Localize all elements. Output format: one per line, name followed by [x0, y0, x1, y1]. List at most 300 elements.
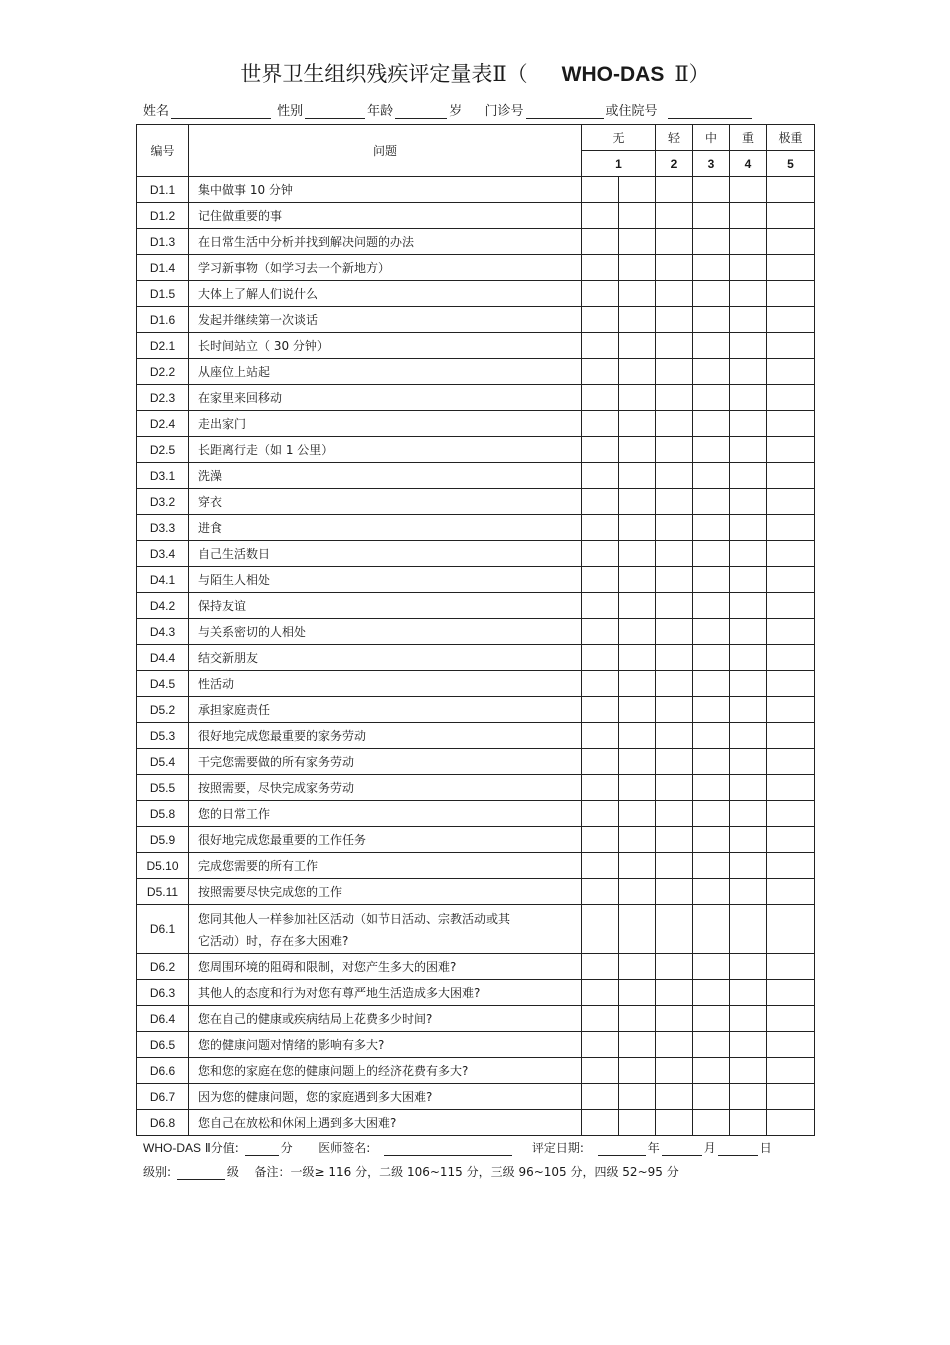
rating-cell[interactable]	[656, 541, 693, 567]
table-row	[137, 723, 815, 749]
rating-cell[interactable]	[619, 827, 656, 853]
rating-cell[interactable]	[582, 333, 619, 359]
item-question-text: 洗澡	[198, 469, 223, 483]
rating-cell[interactable]	[619, 879, 656, 905]
rating-cell[interactable]	[767, 229, 815, 255]
item-question	[189, 1084, 582, 1110]
rating-cell[interactable]	[582, 980, 619, 1006]
rating-cell[interactable]	[582, 203, 619, 229]
rating-cell[interactable]	[619, 437, 656, 463]
date-month-field[interactable]	[662, 1142, 702, 1156]
level-field[interactable]	[177, 1166, 225, 1180]
rating-cell[interactable]	[656, 1032, 693, 1058]
rating-cell[interactable]	[656, 281, 693, 307]
rating-cell[interactable]	[582, 1084, 619, 1110]
rating-cell[interactable]	[693, 954, 730, 980]
rating-cell[interactable]	[730, 671, 767, 697]
rating-cell[interactable]	[619, 229, 656, 255]
rating-cell[interactable]	[619, 385, 656, 411]
rating-cell[interactable]	[693, 905, 730, 954]
rating-cell[interactable]	[767, 593, 815, 619]
rating-cell[interactable]	[656, 307, 693, 333]
header-level-mild: 轻	[656, 125, 693, 151]
header-level-none: 无	[582, 125, 656, 151]
rating-cell[interactable]	[582, 359, 619, 385]
rating-cell[interactable]	[693, 645, 730, 671]
rating-cell[interactable]	[619, 980, 656, 1006]
rating-cell[interactable]	[582, 619, 619, 645]
table-row	[137, 697, 815, 723]
rating-cell[interactable]	[767, 307, 815, 333]
item-code: D1.1	[137, 177, 189, 203]
rating-cell[interactable]	[619, 801, 656, 827]
item-code: D1.5	[137, 281, 189, 307]
item-question	[189, 801, 582, 827]
rating-cell[interactable]	[693, 515, 730, 541]
rating-cell[interactable]	[767, 749, 815, 775]
rating-cell[interactable]	[693, 1032, 730, 1058]
footer-score-line	[143, 1139, 772, 1156]
item-question-text: 您自己在放松和休闲上遇到多大困难?	[198, 1116, 397, 1130]
rating-cell[interactable]	[767, 853, 815, 879]
rating-cell[interactable]	[767, 177, 815, 203]
rating-cell[interactable]	[730, 411, 767, 437]
clinic-label: 门诊号	[484, 104, 524, 119]
rating-cell[interactable]	[582, 827, 619, 853]
age-unit: 岁	[449, 104, 463, 119]
rating-cell[interactable]	[767, 489, 815, 515]
header-number-3: 3	[693, 151, 730, 177]
rating-cell[interactable]	[730, 593, 767, 619]
rating-cell[interactable]	[582, 723, 619, 749]
item-question-text: 您同其他人一样参加社区活动（如节日活动、宗教活动或其	[198, 911, 511, 926]
item-question	[189, 980, 582, 1006]
item-question-text: 干完您需要做的所有家务劳动	[198, 755, 355, 769]
rating-cell[interactable]	[730, 229, 767, 255]
rating-cell[interactable]	[693, 541, 730, 567]
rating-cell[interactable]	[730, 333, 767, 359]
rating-cell[interactable]	[730, 980, 767, 1006]
table-row	[137, 879, 815, 905]
rating-cell[interactable]	[730, 1032, 767, 1058]
item-question	[189, 203, 582, 229]
rating-cell[interactable]	[693, 775, 730, 801]
item-question-text: 发起并继续第一次谈话	[198, 313, 319, 327]
rating-cell[interactable]	[619, 1032, 656, 1058]
rating-cell[interactable]	[656, 1084, 693, 1110]
rating-cell[interactable]	[730, 954, 767, 980]
item-code: D6.7	[137, 1084, 189, 1110]
rating-cell[interactable]	[582, 307, 619, 333]
item-question-text: 很好地完成您最重要的工作任务	[198, 833, 367, 847]
rating-cell[interactable]	[730, 749, 767, 775]
rating-cell[interactable]	[619, 1110, 656, 1136]
item-question-text: 您在自己的健康或疾病结局上花费多少时间?	[198, 1012, 433, 1026]
rating-cell[interactable]	[656, 775, 693, 801]
rating-cell[interactable]	[619, 567, 656, 593]
item-question-text: 走出家门	[198, 417, 247, 431]
rating-cell[interactable]	[730, 281, 767, 307]
rating-cell[interactable]	[582, 593, 619, 619]
item-question	[189, 775, 582, 801]
date-year-field[interactable]	[598, 1142, 646, 1156]
rating-cell[interactable]	[582, 489, 619, 515]
rating-cell[interactable]	[730, 307, 767, 333]
rating-cell[interactable]	[582, 645, 619, 671]
item-question-text: 其他人的态度和行为对您有尊严地生活造成多大困难?	[198, 986, 481, 1000]
rating-cell[interactable]	[656, 489, 693, 515]
rating-cell[interactable]	[656, 723, 693, 749]
table-row	[137, 645, 815, 671]
rating-cell[interactable]	[656, 749, 693, 775]
sex-label: 性别	[277, 104, 304, 119]
rating-cell[interactable]	[767, 879, 815, 905]
rating-cell[interactable]	[619, 723, 656, 749]
rating-cell[interactable]	[656, 853, 693, 879]
rating-cell[interactable]	[619, 463, 656, 489]
item-question	[189, 359, 582, 385]
rating-cell[interactable]	[693, 1110, 730, 1136]
rating-cell[interactable]	[767, 1058, 815, 1084]
month-unit: 月	[703, 1141, 716, 1155]
table-row	[137, 567, 815, 593]
rating-cell[interactable]	[656, 437, 693, 463]
item-question-text: 保持友谊	[198, 599, 247, 613]
rating-cell[interactable]	[619, 853, 656, 879]
rating-cell[interactable]	[619, 307, 656, 333]
doctor-signature-field[interactable]	[384, 1142, 512, 1156]
rating-cell[interactable]	[619, 333, 656, 359]
table-row	[137, 437, 815, 463]
item-question	[189, 645, 582, 671]
rating-cell[interactable]	[767, 827, 815, 853]
rating-cell[interactable]	[656, 1110, 693, 1136]
rating-cell[interactable]	[693, 593, 730, 619]
rating-cell[interactable]	[619, 619, 656, 645]
rating-cell[interactable]	[619, 775, 656, 801]
item-code: D1.2	[137, 203, 189, 229]
rating-cell[interactable]	[693, 229, 730, 255]
item-code: D5.9	[137, 827, 189, 853]
item-code: D3.2	[137, 489, 189, 515]
rating-cell[interactable]	[619, 593, 656, 619]
item-code: D5.4	[137, 749, 189, 775]
rating-cell[interactable]	[767, 905, 815, 954]
rating-cell[interactable]	[656, 879, 693, 905]
item-question-text: 在家里来回移动	[198, 391, 283, 405]
doctor-label: 医师签名:	[318, 1141, 371, 1155]
rating-cell[interactable]	[656, 463, 693, 489]
rating-cell[interactable]	[730, 775, 767, 801]
rating-cell[interactable]	[656, 671, 693, 697]
rating-cell[interactable]	[582, 281, 619, 307]
rating-cell[interactable]	[693, 723, 730, 749]
item-question-text: 进食	[198, 521, 223, 535]
item-question-text: 您周围环境的阻碍和限制，对您产生多大的困难?	[198, 960, 457, 974]
rating-cell[interactable]	[693, 307, 730, 333]
assessment-table	[136, 124, 815, 1136]
rating-cell[interactable]	[693, 697, 730, 723]
rating-cell[interactable]	[730, 1006, 767, 1032]
rating-cell[interactable]	[767, 801, 815, 827]
rating-cell[interactable]	[693, 281, 730, 307]
rating-cell[interactable]	[582, 385, 619, 411]
rating-cell[interactable]	[767, 567, 815, 593]
rating-cell[interactable]	[656, 827, 693, 853]
item-question-text: 与关系密切的人相处	[198, 625, 307, 639]
rating-cell[interactable]	[619, 281, 656, 307]
rating-cell[interactable]	[767, 954, 815, 980]
rating-cell[interactable]	[619, 177, 656, 203]
score-label: Ⅱ分值:	[204, 1141, 239, 1155]
rating-cell[interactable]	[693, 463, 730, 489]
rating-cell[interactable]	[767, 385, 815, 411]
rating-cell[interactable]	[693, 489, 730, 515]
rating-cell[interactable]	[767, 619, 815, 645]
rating-cell[interactable]	[619, 489, 656, 515]
rating-cell[interactable]	[582, 954, 619, 980]
rating-cell[interactable]	[582, 905, 619, 954]
rating-cell[interactable]	[656, 905, 693, 954]
rating-cell[interactable]	[730, 463, 767, 489]
item-code: D1.6	[137, 307, 189, 333]
rating-cell[interactable]	[730, 567, 767, 593]
rating-cell[interactable]	[730, 1058, 767, 1084]
header-question: 问题	[189, 125, 582, 177]
rating-cell[interactable]	[656, 515, 693, 541]
rating-cell[interactable]	[582, 749, 619, 775]
rating-cell[interactable]	[767, 645, 815, 671]
rating-cell[interactable]	[619, 541, 656, 567]
rating-cell[interactable]	[582, 671, 619, 697]
rating-cell[interactable]	[656, 177, 693, 203]
rating-cell[interactable]	[619, 1084, 656, 1110]
item-question	[189, 593, 582, 619]
rating-cell[interactable]	[656, 619, 693, 645]
rating-cell[interactable]	[619, 954, 656, 980]
rating-cell[interactable]	[619, 645, 656, 671]
rating-cell[interactable]	[730, 619, 767, 645]
date-day-field[interactable]	[718, 1142, 758, 1156]
sex-field[interactable]	[305, 105, 365, 119]
rating-cell[interactable]	[656, 1058, 693, 1084]
rating-cell[interactable]	[767, 775, 815, 801]
rating-cell[interactable]	[582, 437, 619, 463]
rating-cell[interactable]	[656, 801, 693, 827]
item-code: D4.1	[137, 567, 189, 593]
rating-cell[interactable]	[730, 645, 767, 671]
rating-cell[interactable]	[656, 980, 693, 1006]
rating-cell[interactable]	[656, 1006, 693, 1032]
rating-cell[interactable]	[619, 359, 656, 385]
score-prefix: WHO-DAS	[143, 1141, 201, 1155]
rating-cell[interactable]	[582, 1058, 619, 1084]
score-field[interactable]	[245, 1142, 279, 1156]
table-row	[137, 307, 815, 333]
rating-cell[interactable]	[582, 1110, 619, 1136]
rating-cell[interactable]	[730, 437, 767, 463]
rating-cell[interactable]	[582, 801, 619, 827]
rating-cell[interactable]	[730, 385, 767, 411]
rating-cell[interactable]	[767, 333, 815, 359]
rating-cell[interactable]	[767, 1032, 815, 1058]
rating-cell[interactable]	[693, 853, 730, 879]
rating-cell[interactable]	[767, 203, 815, 229]
rating-cell[interactable]	[730, 1110, 767, 1136]
rating-cell[interactable]	[693, 203, 730, 229]
rating-cell[interactable]	[730, 905, 767, 954]
rating-cell[interactable]	[582, 1032, 619, 1058]
rating-cell[interactable]	[767, 411, 815, 437]
rating-cell[interactable]	[730, 879, 767, 905]
rating-cell[interactable]	[767, 723, 815, 749]
rating-cell[interactable]	[619, 671, 656, 697]
rating-cell[interactable]	[730, 853, 767, 879]
rating-cell[interactable]	[656, 333, 693, 359]
rating-cell[interactable]	[582, 567, 619, 593]
rating-cell[interactable]	[656, 385, 693, 411]
name-field[interactable]	[171, 105, 271, 119]
rating-cell[interactable]	[582, 177, 619, 203]
rating-cell[interactable]	[619, 697, 656, 723]
rating-cell[interactable]	[767, 463, 815, 489]
rating-cell[interactable]	[619, 255, 656, 281]
item-code: D2.5	[137, 437, 189, 463]
rating-cell[interactable]	[730, 723, 767, 749]
rating-cell[interactable]	[619, 203, 656, 229]
rating-cell[interactable]	[582, 697, 619, 723]
rating-cell[interactable]	[767, 437, 815, 463]
item-code: D6.4	[137, 1006, 189, 1032]
rating-cell[interactable]	[730, 801, 767, 827]
rating-cell[interactable]	[693, 333, 730, 359]
rating-cell[interactable]	[656, 229, 693, 255]
rating-cell[interactable]	[693, 749, 730, 775]
rating-cell[interactable]	[730, 255, 767, 281]
level-label: 级别:	[143, 1165, 172, 1179]
rating-cell[interactable]	[656, 255, 693, 281]
rating-cell[interactable]	[693, 1006, 730, 1032]
item-code: D5.11	[137, 879, 189, 905]
rating-cell[interactable]	[767, 359, 815, 385]
rating-cell[interactable]	[693, 1084, 730, 1110]
rating-cell[interactable]	[693, 1058, 730, 1084]
rating-cell[interactable]	[767, 1006, 815, 1032]
rating-cell[interactable]	[693, 385, 730, 411]
table-row	[137, 1032, 815, 1058]
rating-cell[interactable]	[656, 359, 693, 385]
rating-cell[interactable]	[656, 203, 693, 229]
rating-cell[interactable]	[619, 1058, 656, 1084]
rating-cell[interactable]	[693, 567, 730, 593]
table-row	[137, 827, 815, 853]
rating-cell[interactable]	[767, 671, 815, 697]
rating-cell[interactable]	[767, 980, 815, 1006]
rating-cell[interactable]	[730, 359, 767, 385]
rating-cell[interactable]	[767, 1084, 815, 1110]
item-code: D5.3	[137, 723, 189, 749]
rating-cell[interactable]	[582, 879, 619, 905]
rating-cell[interactable]	[693, 619, 730, 645]
rating-cell[interactable]	[693, 437, 730, 463]
rating-cell[interactable]	[582, 463, 619, 489]
rating-cell[interactable]	[693, 980, 730, 1006]
rating-cell[interactable]	[767, 1110, 815, 1136]
rating-cell[interactable]	[730, 203, 767, 229]
rating-cell[interactable]	[582, 775, 619, 801]
rating-cell[interactable]	[619, 1006, 656, 1032]
rating-cell[interactable]	[582, 411, 619, 437]
rating-cell[interactable]	[656, 411, 693, 437]
item-question-text: 穿衣	[198, 495, 223, 509]
rating-cell[interactable]	[730, 515, 767, 541]
rating-cell[interactable]	[693, 879, 730, 905]
rating-cell[interactable]	[693, 411, 730, 437]
rating-cell[interactable]	[767, 255, 815, 281]
rating-cell[interactable]	[730, 177, 767, 203]
rating-cell[interactable]	[619, 749, 656, 775]
rating-cell[interactable]	[730, 827, 767, 853]
item-code: D5.2	[137, 697, 189, 723]
rating-cell[interactable]	[582, 515, 619, 541]
item-question	[189, 515, 582, 541]
rating-cell[interactable]	[656, 645, 693, 671]
rating-cell[interactable]	[730, 489, 767, 515]
table-row	[137, 801, 815, 827]
rating-cell[interactable]	[656, 567, 693, 593]
rating-cell[interactable]	[767, 541, 815, 567]
rating-cell[interactable]	[693, 255, 730, 281]
item-question	[189, 281, 582, 307]
item-question-text: 承担家庭责任	[198, 703, 271, 717]
name-label: 姓名	[143, 104, 170, 119]
item-code: D5.5	[137, 775, 189, 801]
rating-cell[interactable]	[582, 229, 619, 255]
rating-cell[interactable]	[767, 515, 815, 541]
table-row	[137, 385, 815, 411]
rating-cell[interactable]	[730, 1084, 767, 1110]
rating-cell[interactable]	[582, 853, 619, 879]
rating-cell[interactable]	[582, 541, 619, 567]
rating-cell[interactable]	[693, 801, 730, 827]
rating-cell[interactable]	[693, 359, 730, 385]
rating-cell[interactable]	[693, 827, 730, 853]
item-question	[189, 385, 582, 411]
rating-cell[interactable]	[619, 411, 656, 437]
rating-cell[interactable]	[693, 671, 730, 697]
rating-cell[interactable]	[730, 541, 767, 567]
rating-cell[interactable]	[693, 177, 730, 203]
hospital-number-field[interactable]	[668, 105, 752, 119]
item-question-text: 从座位上站起	[198, 365, 271, 379]
item-question-text: 性活动	[198, 677, 235, 691]
rating-cell[interactable]	[656, 954, 693, 980]
rating-cell[interactable]	[767, 281, 815, 307]
item-question	[189, 671, 582, 697]
rating-cell[interactable]	[619, 905, 656, 954]
rating-cell[interactable]	[767, 697, 815, 723]
rating-cell[interactable]	[656, 593, 693, 619]
rating-cell[interactable]	[656, 697, 693, 723]
rating-cell[interactable]	[582, 255, 619, 281]
clinic-number-field[interactable]	[526, 105, 604, 119]
rating-cell[interactable]	[582, 1006, 619, 1032]
rating-cell[interactable]	[730, 697, 767, 723]
day-unit: 日	[759, 1141, 772, 1155]
table-row	[137, 671, 815, 697]
rating-cell[interactable]	[619, 515, 656, 541]
age-field[interactable]	[395, 105, 447, 119]
